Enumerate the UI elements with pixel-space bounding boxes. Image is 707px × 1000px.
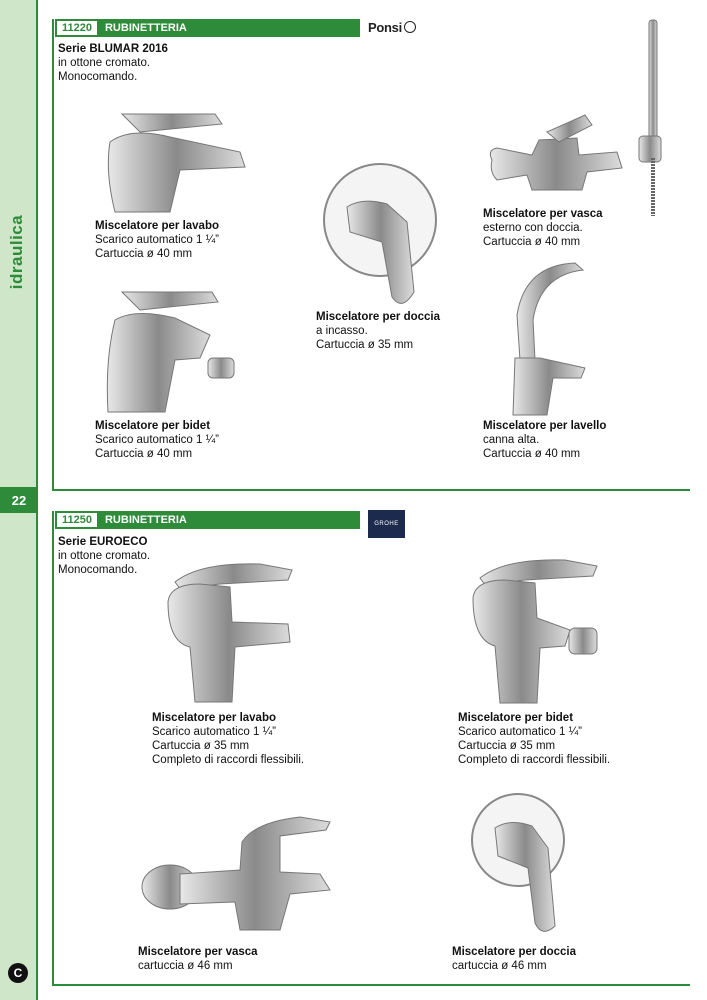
series-description: Serie BLUMAR 2016 in ottone cromato. Monocomando. — [58, 43, 168, 83]
section-left-border — [52, 511, 54, 986]
brand-logo-grohe: GROHE — [368, 510, 405, 538]
basin-mixer-euroeco-image — [160, 562, 300, 707]
product-shower-mixer-euroeco: Miscelatore per doccia cartuccia ø 46 mm — [452, 946, 576, 972]
product-bidet-mixer-euroeco: Miscelatore per bidet Scarico automatico 1 ¼” Cartuccia ø 35 mm Completo di raccordi flessibili. — [458, 712, 611, 766]
product-bidet-mixer: Miscelatore per bidet Scarico automatico 1 ¼” Cartuccia ø 40 mm — [95, 420, 220, 460]
bathtub-mixer-image — [487, 110, 627, 200]
category-label: idraulica — [7, 214, 27, 290]
section-bottom-border — [52, 984, 690, 986]
section-category: RUBINETTERIA — [104, 514, 187, 526]
bidet-mixer-image — [100, 290, 240, 415]
kitchen-mixer-image — [505, 260, 595, 420]
basin-mixer-image — [100, 112, 250, 217]
product-bathtub-mixer: Miscelatore per vasca esterno con doccia. Cartuccia ø 40 mm — [483, 208, 603, 248]
brand-logo-ponsi: Ponsi — [368, 20, 416, 35]
section-code: 11220 — [55, 19, 99, 37]
section-header-11220 — [55, 19, 360, 37]
section-category: RUBINETTERIA — [104, 22, 187, 34]
section-bottom-border — [52, 489, 690, 491]
hand-shower-image — [635, 18, 665, 218]
page-number: 22 — [0, 487, 38, 513]
product-basin-mixer: Miscelatore per lavabo Scarico automatico 1 ¼” Cartuccia ø 40 mm — [95, 220, 220, 260]
product-basin-mixer-euroeco: Miscelatore per lavabo Scarico automatico 1 ¼” Cartuccia ø 35 mm Completo di raccordi flessibili. — [152, 712, 305, 766]
publisher-badge: C — [8, 963, 28, 983]
bidet-mixer-euroeco-image — [465, 558, 605, 706]
shower-mixer-image — [322, 162, 442, 312]
product-shower-mixer: Miscelatore per doccia a incasso. Cartuccia ø 35 mm — [316, 311, 440, 351]
product-kitchen-mixer: Miscelatore per lavello canna alta. Cartuccia ø 40 mm — [483, 420, 607, 460]
product-bathtub-mixer-euroeco: Miscelatore per vasca cartuccia ø 46 mm — [138, 946, 258, 972]
section-code: 11250 — [55, 511, 99, 529]
section-header-11250 — [55, 511, 360, 529]
bathtub-mixer-euroeco-image — [140, 812, 340, 942]
shower-mixer-euroeco-image — [470, 788, 570, 936]
section-left-border — [52, 19, 54, 490]
series-description: Serie EUROECO in ottone cromato. Monocomando. — [58, 536, 151, 576]
